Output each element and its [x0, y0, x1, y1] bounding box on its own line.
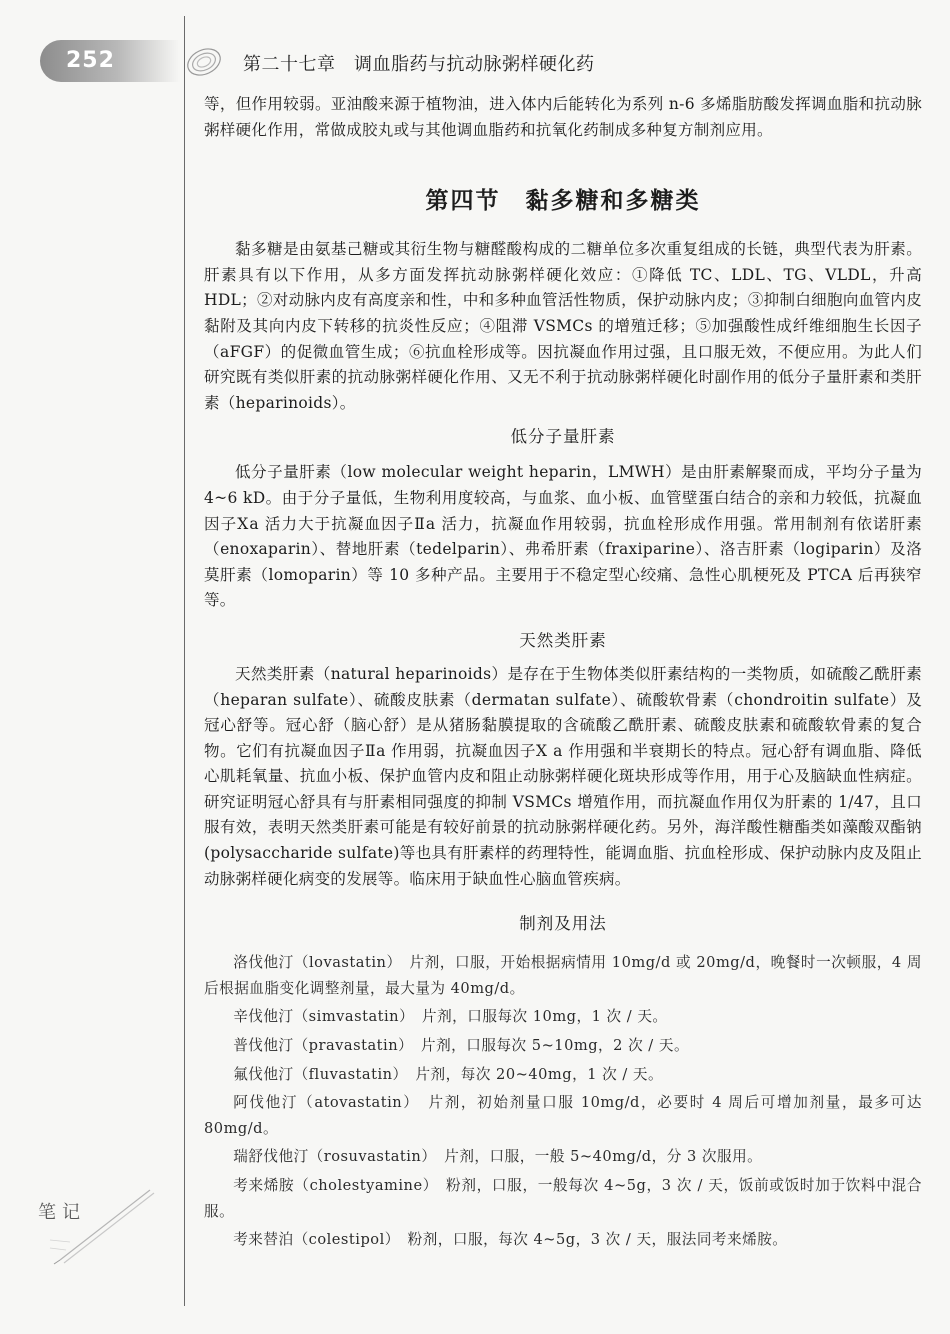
natural-heparinoids-paragraph: 天然类肝素（natural heparinoids）是存在于生物体类似肝素结构的一类物质，如硫酸乙酰肝素（heparan sulfate）、硫酸皮肤素（dermatan sulfate）、硫酸软骨素（chondroitin sulfate）及冠心舒等。冠心舒（脑心舒）是从猪肠黏膜提取的含硫酸乙酰肝素、硫酸皮肤素和硫酸软骨素的复合物。它们有抗凝血因子Ⅱa 作用弱，抗凝血因子Ⅹ a 作用强和半衰期长的特点。冠心舒有调血脂、降低心肌耗氧量、抗血小板、保护血管内皮和阻止动脉粥样硬化斑块形成等作用，用于心及脑缺血性病症。研究证明冠心舒具有与肝素相同强度的抑制 VSMCs 增殖作用，而抗凝血作用仅为肝素的 1/47，且口服有效，表明天然类肝素可能是有较好前景的抗动脉粥样硬化药。另外，海洋酸性糖酯类如藻酸双酯钠(polysaccharide sulfate)等也具有肝素样的药理特性，能调血脂、抗血栓形成、保护动脉内皮及阻止动脉粥样硬化病变的发展等。临床用于缺血性心脑血管疾病。 — [204, 664, 922, 888]
lmwh-paragraph: 低分子量肝素（low molecular weight heparin，LMWH）是由肝素解聚而成，平均分子量为 4~6 kD。由于分子量低，生物利用度较高，与血浆、血小板、血管壁蛋白结合的亲和力较低，抗凝血因子Ⅹa 活力大于抗凝血因子Ⅱa 活力，抗凝血作用较弱，抗血栓形成作用强。常用制剂有依诺肝素（enoxaparin）、替地肝素（tedelparin）、弗希肝素（fraxiparine）、洛吉肝素（logiparin）及洛莫肝素（lomoparin）等 10 多种产品。主要用于不稳定型心绞痛、急性心肌梗死及 PTCA 后再狭窄等。 — [204, 463, 922, 610]
pencil-icon — [40, 1180, 160, 1270]
formulation-item-lovastatin: 洛伐他汀（lovastatin） 片剂，口服，开始根据病情用 10mg/d 或 20mg/d，晚餐时一次顿服，4 周后根据血脂变化调整剂量，最大量为 40mg/d。 — [204, 954, 922, 997]
formulation-item-colestipol: 考来替泊（colestipol） 粉剂，口服，每次 4~5g，3 次 / 天，服法同考来烯胺。 — [233, 1231, 788, 1249]
formulation-item-rosuvastatin: 瑞舒伐他汀（rosuvastatin） 片剂，口服，一般 5~40mg/d，分 3 次服用。 — [233, 1148, 763, 1166]
section-paragraph: 黏多糖是由氨基己糖或其衍生物与糖醛酸构成的二糖单位多次重复组成的长链，典型代表为肝素。肝素具有以下作用，从多方面发挥抗动脉粥样硬化效应：①降低 TC、LDL、TG、VLDL，升高 HDL；②对动脉内皮有高度亲和性，中和多种血管活性物质，保护动脉内皮；③抑制白细胞向血管内皮黏附及其向内皮下转移的抗炎性反应；④阻滞 VSMCs 的增殖迁移；⑤加强酸性成纤维细胞生长因子（aFGF）的促微血管生成；⑥抗血栓形成等。因抗凝血作用过强，且口服无效，不便应用。为此人们研究既有类似肝素的抗动脉粥样硬化作用、又无不利于抗动脉粥样硬化时副作用的低分子量肝素和类肝素（heparinoids）。 — [204, 240, 922, 412]
margin-divider — [184, 16, 185, 1306]
formulation-item-cholestyamine: 考来烯胺（cholestyamine） 粉剂，口服，一般每次 4~5g，3 次 / 天，饭前或饭时加于饮料中混合服。 — [204, 1177, 922, 1220]
intro-paragraph: 等，但作用较弱。亚油酸来源于植物油，进入体内后能转化为系列 n-6 多烯脂肪酸发挥调血脂和抗动脉粥样硬化作用，常做成胶丸或与其他调血脂药和抗氧化药制成多种复方制剂应用。 — [204, 95, 922, 139]
main-content — [204, 92, 922, 1253]
formulations-heading: 制剂及用法 — [519, 914, 607, 934]
section-title: 第四节 黏多糖和多糖类 — [425, 188, 701, 215]
formulation-item-simvastatin: 辛伐他汀（simvastatin） 片剂，口服每次 10mg，1 次 / 天。 — [233, 1008, 668, 1026]
formulation-item-atovastatin: 阿伐他汀（atovastatin） 片剂，初始剂量口服 10mg/d，必要时 4 周后可增加剂量，最多可达 80mg/d。 — [204, 1094, 922, 1137]
formulations-list — [204, 950, 922, 1253]
page-number: 252 — [40, 40, 180, 82]
swirl-logo-icon — [184, 42, 224, 82]
lmwh-heading: 低分子量肝素 — [510, 427, 616, 447]
chapter-title: 第二十七章 调血脂药与抗动脉粥样硬化药 — [243, 54, 595, 75]
formulation-item-pravastatin: 普伐他汀（pravastatin） 片剂，口服每次 5~10mg，2 次 / 天。 — [233, 1037, 690, 1055]
natural-heparinoids-heading: 天然类肝素 — [519, 630, 607, 650]
formulation-item-fluvastatin: 氟伐他汀（fluvastatin） 片剂，每次 20~40mg，1 次 / 天。 — [233, 1065, 664, 1083]
notes-label: 笔记 — [38, 1202, 86, 1223]
